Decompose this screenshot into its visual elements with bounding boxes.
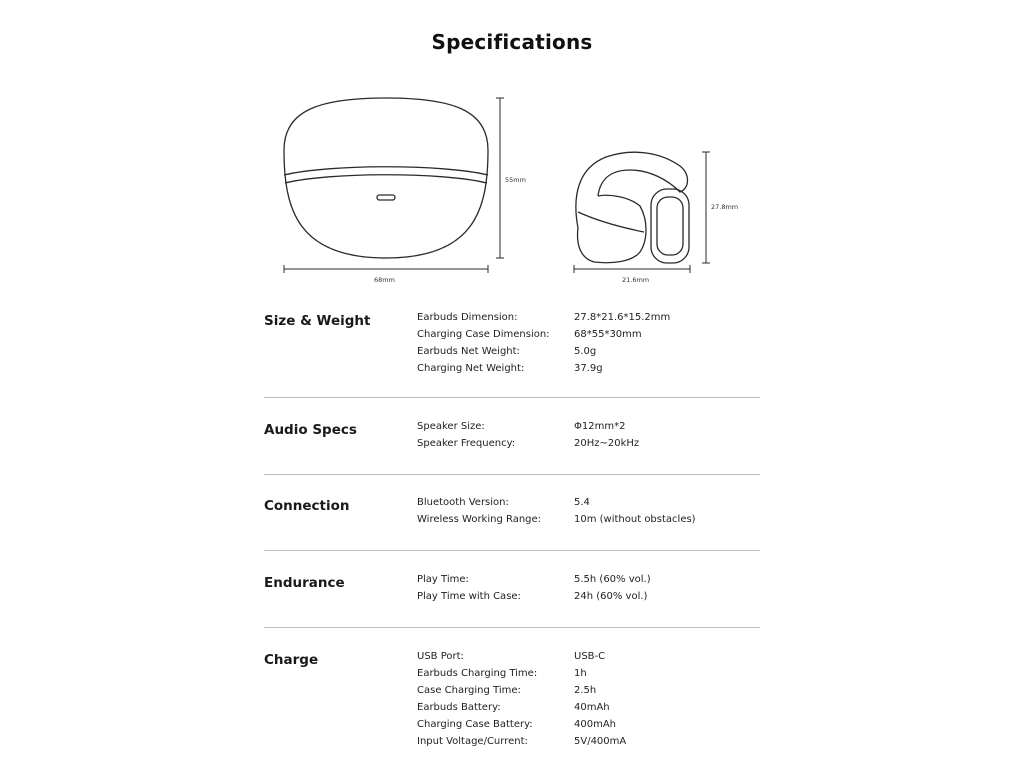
- spec-label: Play Time:: [417, 574, 469, 585]
- section-divider: [264, 550, 760, 551]
- earbud-hook: [576, 152, 688, 228]
- spec-label: USB Port:: [417, 651, 464, 662]
- spec-label: Play Time with Case:: [417, 591, 521, 602]
- spec-label: Earbuds Battery:: [417, 702, 501, 713]
- spec-label: Case Charging Time:: [417, 685, 521, 696]
- spec-value: 2.5h: [574, 685, 597, 696]
- product-diagram: [0, 0, 1024, 300]
- case-seam-lower: [285, 175, 487, 183]
- spec-row: [264, 591, 760, 608]
- spec-row: [264, 668, 760, 685]
- case-seam-upper: [284, 167, 488, 175]
- spec-value: 5V/400mA: [574, 736, 627, 747]
- spec-label: Earbuds Dimension:: [417, 312, 518, 323]
- section-title: Audio Specs: [264, 422, 357, 438]
- spec-row: [264, 702, 760, 719]
- case-dimension-lines: [284, 98, 504, 273]
- earbud-drawing: [576, 152, 689, 263]
- page-title: Specifications: [431, 30, 593, 54]
- earbud-speaker-inner: [657, 197, 683, 255]
- spec-row: [264, 329, 760, 346]
- spec-row: [264, 574, 760, 591]
- section-divider: [264, 474, 760, 475]
- spec-label: Bluetooth Version:: [417, 497, 509, 508]
- section-title: Size & Weight: [264, 313, 371, 329]
- section-title: Connection: [264, 498, 350, 514]
- spec-value: 27.8*21.6*15.2mm: [574, 312, 671, 323]
- section-divider: [264, 627, 760, 628]
- charging-case-drawing: [284, 98, 488, 258]
- spec-label: Speaker Frequency:: [417, 438, 516, 449]
- spec-value: USB-C: [574, 651, 606, 662]
- earbud-height-label: 27.8mm: [711, 203, 739, 211]
- spec-label: Earbuds Net Weight:: [417, 346, 520, 357]
- spec-value: 5.5h (60% vol.): [574, 574, 651, 585]
- spec-label: Charging Net Weight:: [417, 363, 525, 374]
- spec-row: [264, 719, 760, 736]
- spec-value: 5.0g: [574, 346, 597, 357]
- spec-label: Input Voltage/Current:: [417, 736, 528, 747]
- spec-value: 10m (without obstacles): [574, 514, 696, 525]
- spec-value: 1h: [574, 668, 587, 679]
- spec-label: Charging Case Battery:: [417, 719, 533, 730]
- spec-row: [264, 421, 760, 438]
- spec-value: 5.4: [574, 497, 590, 508]
- spec-value: 37.9g: [574, 363, 603, 374]
- spec-row: [264, 346, 760, 363]
- section-divider: [264, 397, 760, 398]
- spec-row: [264, 685, 760, 702]
- section-title: Charge: [264, 652, 319, 668]
- case-width-label: 68mm: [374, 276, 395, 284]
- spec-row: [264, 651, 760, 668]
- spec-value: 68*55*30mm: [574, 329, 642, 340]
- section-title: Endurance: [264, 575, 345, 591]
- spec-value: 40mAh: [574, 702, 610, 713]
- spec-value: 20Hz~20kHz: [574, 438, 640, 449]
- spec-label: Charging Case Dimension:: [417, 329, 550, 340]
- earbud-band: [578, 212, 644, 232]
- case-height-label: 55mm: [505, 176, 526, 184]
- spec-row: [264, 438, 760, 455]
- spec-row: [264, 312, 760, 329]
- spec-row: [264, 736, 760, 753]
- spec-value: 24h (60% vol.): [574, 591, 648, 602]
- spec-row: [264, 497, 760, 514]
- spec-value: 400mAh: [574, 719, 617, 730]
- spec-row: [264, 363, 760, 380]
- spec-value: Φ12mm*2: [574, 421, 626, 432]
- spec-label: Wireless Working Range:: [417, 514, 542, 525]
- case-led-indicator: [377, 195, 395, 200]
- earbud-width-label: 21.6mm: [622, 276, 650, 284]
- spec-row: [264, 514, 760, 531]
- earbud-body: [578, 195, 646, 262]
- spec-label: Earbuds Charging Time:: [417, 668, 538, 679]
- spec-label: Speaker Size:: [417, 421, 485, 432]
